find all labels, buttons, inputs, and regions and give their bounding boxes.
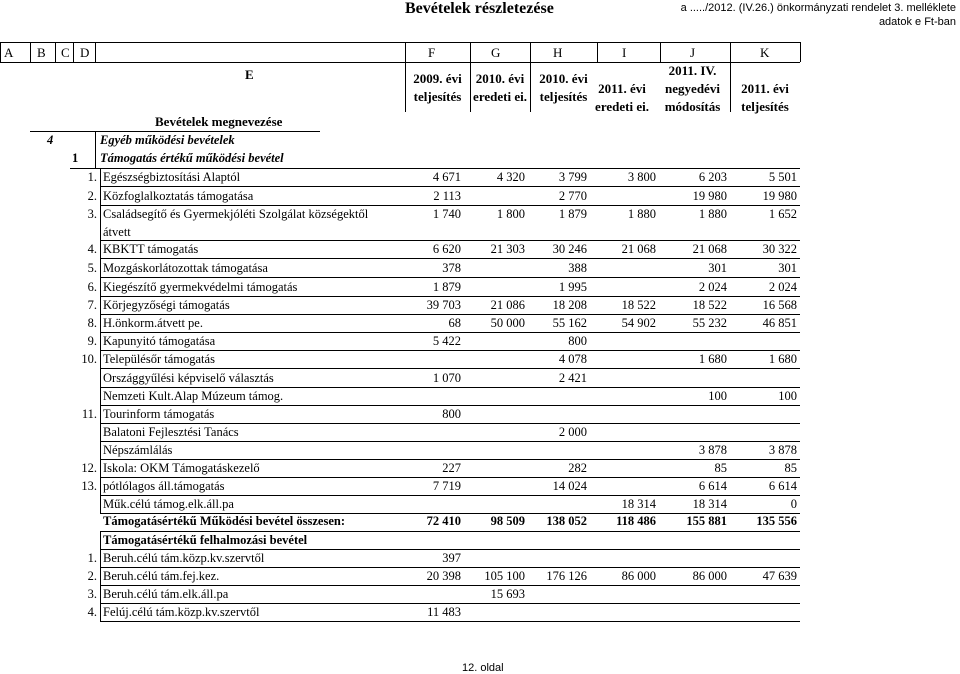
value-k: 301 xyxy=(778,261,797,275)
page-number: 12. oldal xyxy=(462,662,504,674)
value-k: 0 xyxy=(790,497,797,511)
value-h: 176 126 xyxy=(546,569,587,583)
value-f: 800 xyxy=(442,407,461,421)
value-h: 1 879 xyxy=(558,207,587,221)
value-g: 4 320 xyxy=(496,170,525,184)
header-grid-line xyxy=(30,42,31,62)
value-h: 30 246 xyxy=(552,242,587,256)
row-name: Országgyűlési képviselő választás xyxy=(103,371,274,385)
value-j: 1 680 xyxy=(698,352,727,366)
value-k: 100 xyxy=(778,389,797,403)
header-rule xyxy=(0,42,800,43)
value-h: 800 xyxy=(568,334,587,348)
value-g: 1 800 xyxy=(496,207,525,221)
value-f: 4 671 xyxy=(432,170,461,184)
header-grid-line xyxy=(660,42,661,62)
row-name: Kapunyitó támogatása xyxy=(103,334,216,348)
header-grid-line xyxy=(730,42,731,62)
value-k: 1 680 xyxy=(768,352,797,366)
value-f: 11 483 xyxy=(427,605,461,619)
row-number: 4. xyxy=(87,605,97,619)
column-letter-b: B xyxy=(37,45,46,60)
value-h: 2 421 xyxy=(558,371,587,385)
column-header-k: 2011. évi xyxy=(741,81,789,96)
value-h: 388 xyxy=(568,261,587,275)
header-grid-line xyxy=(730,62,731,112)
column-letter-j: J xyxy=(690,45,696,60)
decree-note: a ...../2012. (IV.26.) önkormányzati rendelet 3. melléklete xyxy=(680,2,956,14)
value-h: 3 799 xyxy=(558,170,587,184)
value-f: 6 620 xyxy=(432,242,461,256)
header-grid-line xyxy=(530,62,531,112)
column-header-g: eredeti ei. xyxy=(473,89,527,104)
row-name: Tourinform támogatás xyxy=(103,407,215,421)
value-i: 18 522 xyxy=(621,298,656,312)
value-j: 85 xyxy=(714,461,727,475)
row-number: 8. xyxy=(87,316,97,330)
column-letter-f: F xyxy=(428,45,436,60)
value-f: 1 740 xyxy=(432,207,461,221)
value-j: 100 xyxy=(708,389,727,403)
row-number: 5. xyxy=(87,261,97,275)
row-name: Iskola: OKM Támogatáskezelő xyxy=(103,461,260,475)
column-header-f: teljesítés xyxy=(413,89,462,104)
column-letter-d: D xyxy=(80,45,90,60)
value-j: 2 024 xyxy=(698,280,727,294)
value-f: 227 xyxy=(442,461,461,475)
row-number: 1. xyxy=(87,551,97,565)
value-f: 397 xyxy=(442,551,461,565)
row-name: Családsegítő és Gyermekjóléti Szolgálat községektől xyxy=(103,207,369,221)
value-h: 2 000 xyxy=(558,425,587,439)
group-label: Egyéb működési bevételek xyxy=(100,133,235,147)
row-number: 12. xyxy=(81,461,97,475)
column-letter-e: E xyxy=(245,67,254,82)
value-h: 4 078 xyxy=(558,352,587,366)
row-name: átvett xyxy=(103,225,131,239)
row-name: Népszámlálás xyxy=(103,443,173,457)
value-j: 86 000 xyxy=(692,569,727,583)
value-j: 18 522 xyxy=(692,298,727,312)
row-number: 3. xyxy=(87,207,97,221)
total-h: 138 052 xyxy=(546,514,587,528)
value-k: 19 980 xyxy=(762,189,797,203)
row-number: 1. xyxy=(87,170,97,184)
column-header-j: 2011. IV. xyxy=(668,63,717,78)
value-k: 85 xyxy=(784,461,797,475)
row-name: Beruh.célú tám.fej.kez. xyxy=(103,569,220,583)
total-g: 98 509 xyxy=(490,514,525,528)
value-f: 2 113 xyxy=(433,189,461,203)
row-name: Műk.célú támog.elk.áll.pa xyxy=(103,497,234,511)
column-header-f: 2009. évi xyxy=(413,71,462,86)
value-f: 378 xyxy=(442,261,461,275)
value-f: 1 879 xyxy=(432,280,461,294)
header-grid-line xyxy=(405,42,406,62)
row-number: 2. xyxy=(87,569,97,583)
value-f: 68 xyxy=(448,316,461,330)
row-name: Kiegészítő gyermekvédelmi támogatás xyxy=(103,280,298,294)
row-name: Településőr támogatás xyxy=(103,352,215,366)
value-k: 16 568 xyxy=(762,298,797,312)
column-letter-a: A xyxy=(4,45,14,60)
column-header-g: 2010. évi xyxy=(475,71,525,86)
group-code: 4 xyxy=(47,133,54,147)
header-grid-line xyxy=(597,42,598,62)
value-f: 1 070 xyxy=(432,371,461,385)
row-name: Egészségbiztosítási Alaptól xyxy=(103,170,241,184)
row-name: Beruh.célú tám.elk.áll.pa xyxy=(103,587,229,601)
total-k: 135 556 xyxy=(756,514,797,528)
header-grid-line xyxy=(55,42,56,62)
header-grid-line xyxy=(405,62,406,112)
value-f: 5 422 xyxy=(432,334,461,348)
value-i: 86 000 xyxy=(621,569,656,583)
value-k: 6 614 xyxy=(768,479,797,493)
column-letter-g: G xyxy=(491,45,501,60)
group-code: 1 xyxy=(72,151,79,165)
header-grid-line xyxy=(470,42,471,62)
column-header-j: módosítás xyxy=(664,99,721,114)
value-i: 54 902 xyxy=(621,316,656,330)
header-grid-line xyxy=(95,42,96,62)
column-letter-h: H xyxy=(553,45,563,60)
row-name: Felúj.célú tám.közp.kv.szervtől xyxy=(103,605,260,619)
value-f: 7 719 xyxy=(432,479,461,493)
value-k: 5 501 xyxy=(768,170,797,184)
value-h: 2 770 xyxy=(558,189,587,203)
value-g: 50 000 xyxy=(490,316,525,330)
column-letter-i: I xyxy=(622,45,627,60)
column-header-h: teljesítés xyxy=(539,89,588,104)
row-name: pótlólagos áll.támogatás xyxy=(103,479,225,493)
header-grid-line xyxy=(530,42,531,62)
value-k: 1 652 xyxy=(768,207,797,221)
value-h: 55 162 xyxy=(552,316,587,330)
row-number: 7. xyxy=(87,298,97,312)
column-header-j: negyedévi xyxy=(665,81,720,96)
value-k: 2 024 xyxy=(768,280,797,294)
value-i: 3 800 xyxy=(627,170,656,184)
value-j: 18 314 xyxy=(692,497,727,511)
column-header-i: eredeti ei. xyxy=(595,99,649,114)
column-letter-c: C xyxy=(61,45,70,60)
capital-heading: Támogatásértékű felhalmozási bevétel xyxy=(103,533,308,547)
header-grid-line xyxy=(73,42,74,62)
row-name: Körjegyzőségi támogatás xyxy=(103,298,230,312)
row-name: Közfoglalkoztatás támogatása xyxy=(103,189,254,203)
value-g: 21 303 xyxy=(490,242,525,256)
column-header-h: 2010. évi xyxy=(539,71,588,86)
row-number: 11. xyxy=(81,407,97,421)
row-name: Beruh.célú tám.közp.kv.szervtől xyxy=(103,551,265,565)
value-h: 18 208 xyxy=(552,298,587,312)
row-number: 4. xyxy=(87,242,97,256)
row-rule xyxy=(100,621,800,622)
column-header-k: teljesítés xyxy=(741,99,789,114)
value-i: 18 314 xyxy=(621,497,656,511)
row-number: 13. xyxy=(81,479,97,493)
value-g: 105 100 xyxy=(484,569,525,583)
row-name: H.önkorm.átvett pe. xyxy=(103,316,203,330)
units-note: adatok e Ft-ban xyxy=(878,16,956,28)
value-h: 14 024 xyxy=(552,479,587,493)
grid-line xyxy=(100,531,101,621)
value-j: 55 232 xyxy=(692,316,727,330)
value-j: 6 203 xyxy=(698,170,727,184)
row-number: 2. xyxy=(87,189,97,203)
value-j: 6 614 xyxy=(698,479,727,493)
section-heading: Bevételek megnevezése xyxy=(155,114,283,129)
row-number: 9. xyxy=(87,334,97,348)
row-name: Balatoni Fejlesztési Tanács xyxy=(103,425,239,439)
value-h: 282 xyxy=(568,461,587,475)
row-name: Nemzeti Kult.Alap Múzeum támog. xyxy=(103,389,284,403)
row-number: 6. xyxy=(87,280,97,294)
value-k: 3 878 xyxy=(768,443,797,457)
column-letter-k: K xyxy=(760,45,770,60)
header-grid-line xyxy=(800,42,801,62)
header-grid-line xyxy=(0,42,1,62)
grid-line xyxy=(95,131,96,168)
row-number: 10. xyxy=(81,352,97,366)
page-title: Bevételek részletezése xyxy=(405,0,554,17)
row-number: 3. xyxy=(87,587,97,601)
group-label: Támogatás értékű működési bevétel xyxy=(100,151,284,165)
value-j: 19 980 xyxy=(692,189,727,203)
value-j: 301 xyxy=(708,261,727,275)
header-grid-line xyxy=(470,62,471,112)
row-name: KBKTT támogatás xyxy=(103,242,199,256)
value-h: 1 995 xyxy=(558,280,587,294)
total-j: 155 881 xyxy=(686,514,727,528)
column-header-i: 2011. évi xyxy=(598,81,646,96)
total-i: 118 486 xyxy=(616,514,656,528)
value-k: 30 322 xyxy=(762,242,797,256)
value-k: 47 639 xyxy=(762,569,797,583)
value-j: 3 878 xyxy=(698,443,727,457)
value-f: 20 398 xyxy=(426,569,461,583)
value-i: 21 068 xyxy=(621,242,656,256)
value-j: 21 068 xyxy=(692,242,727,256)
grid-line xyxy=(100,168,101,513)
total-label: Támogatásértékű Működési bevétel összesen: xyxy=(103,514,345,528)
value-g: 15 693 xyxy=(490,587,525,601)
row-name: Mozgáskorlátozottak támogatása xyxy=(103,261,268,275)
value-k: 46 851 xyxy=(762,316,797,330)
value-j: 1 880 xyxy=(698,207,727,221)
total-f: 72 410 xyxy=(426,514,461,528)
value-f: 39 703 xyxy=(426,298,461,312)
value-g: 21 086 xyxy=(490,298,525,312)
value-i: 1 880 xyxy=(627,207,656,221)
